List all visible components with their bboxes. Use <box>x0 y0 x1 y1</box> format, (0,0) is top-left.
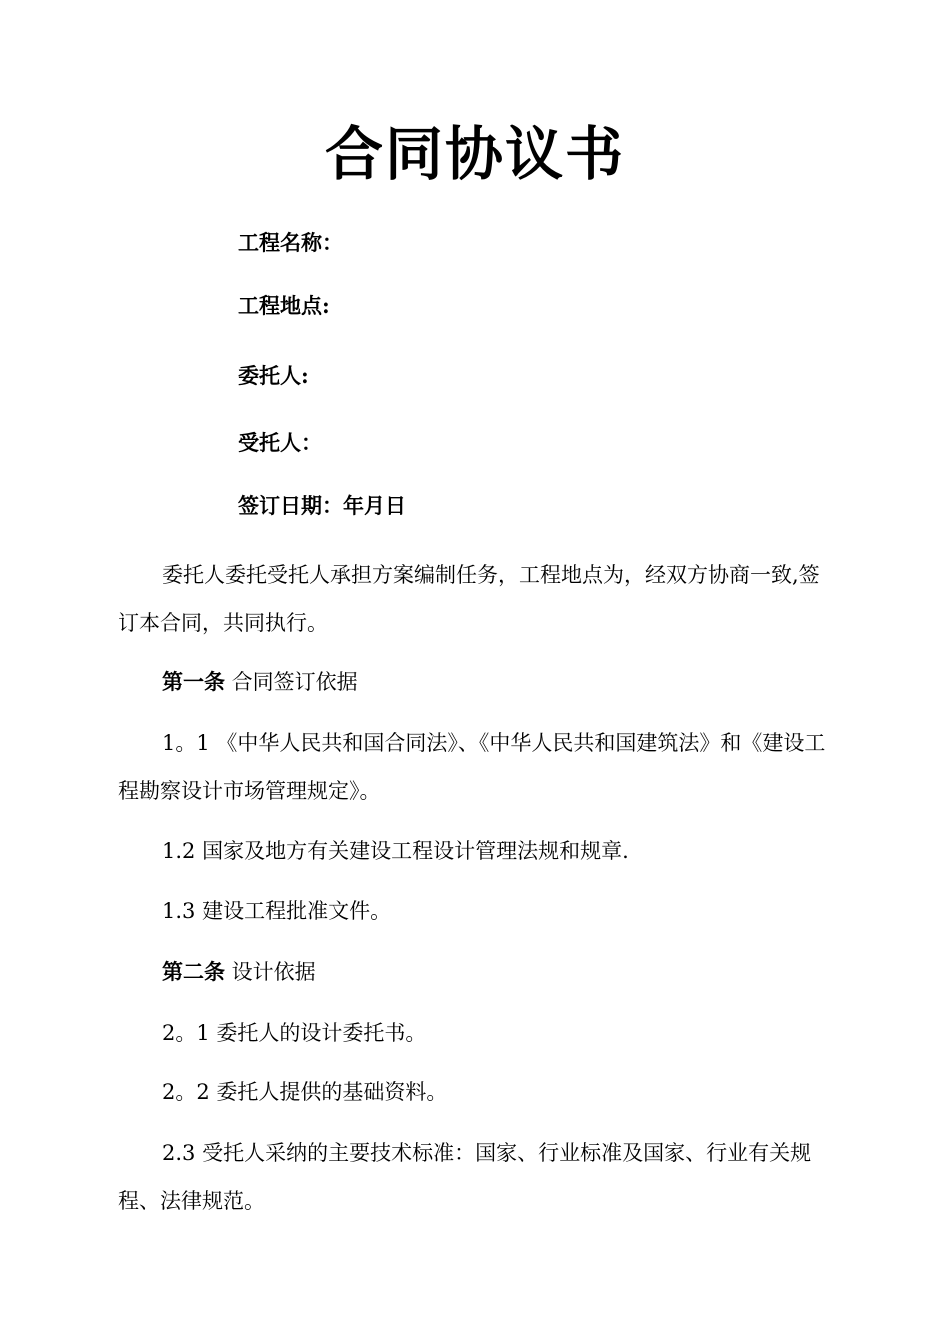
article-2-item-1: 2。1 委托人的设计委托书。 <box>162 1021 427 1045</box>
article-1-heading-line <box>118 658 832 706</box>
field-signing-date: 签订日期：年月日 <box>238 493 406 518</box>
field-project-name: 工程名称： <box>238 230 343 255</box>
field-contractor: 受托人： <box>238 430 322 455</box>
article-2-item-3: 2.3 受托人采纳的主要技术标准：国家、行业标准及国家、行业有关规程、法律规范。 <box>118 1141 812 1213</box>
article-2-title: 设计依据 <box>225 960 316 984</box>
article-1-number: 第一条 <box>162 669 225 694</box>
article-2-item-2: 2。2 委托人提供的基础资料。 <box>162 1080 448 1104</box>
document-title: 合同协议书 <box>324 120 625 188</box>
article-2-heading-line <box>118 948 832 996</box>
field-client: 委托人: <box>238 363 309 388</box>
article-1-item-1: 1。1 《中华人民共和国合同法》、《中华人民共和国建筑法》和《建设工程勘察设计市场管理规定》。 <box>118 731 826 803</box>
article-2-number: 第二条 <box>162 959 225 984</box>
article-1-item-3: 1.3 建设工程批准文件。 <box>162 899 392 923</box>
intro-paragraph: 委托人委托受托人承担方案编制任务，工程地点为，经双方协商一致,签订本合同，共同执行。 <box>118 563 820 635</box>
field-project-location: 工程地点: <box>238 293 330 318</box>
article-1-item-2: 1.2 国家及地方有关建设工程设计管理法规和规章. <box>162 839 629 863</box>
article-1-title: 合同签订依据 <box>225 670 358 694</box>
